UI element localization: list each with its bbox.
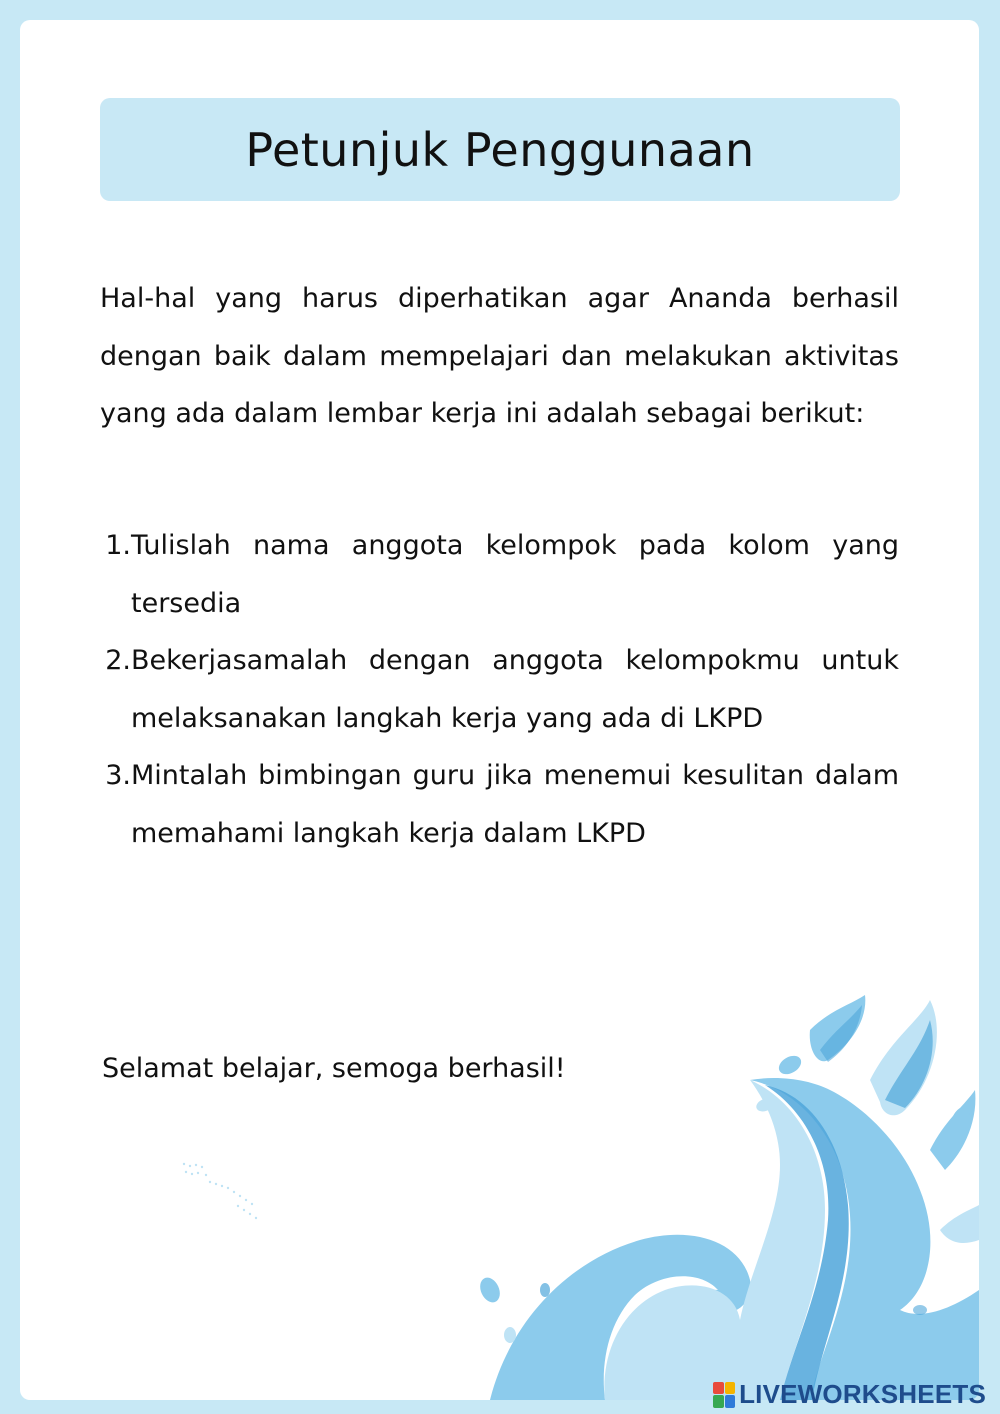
instruction-item (100, 517, 899, 632)
liveworksheets-logo-icon (713, 1382, 735, 1408)
instruction-number: 3. (105, 760, 131, 791)
dot-texture-decoration (180, 1160, 260, 1220)
instruction-text: Mintalah bimbingan guru jika menemui kesulitan dalam memahami langkah kerja dalam LKPD (131, 760, 899, 849)
instruction-text: Tulislah nama anggota kelompok pada kolom yang tersedia (131, 530, 899, 619)
intro-paragraph: Hal-hal yang harus diperhatikan agar Ananda berhasil dengan baik dalam mempelajari dan melakukan aktivitas yang ada dalam lembar kerja ini adalah sebagai berikut: (100, 283, 899, 429)
instruction-item (100, 632, 899, 747)
liveworksheets-watermark (713, 1379, 986, 1410)
instruction-item (100, 747, 899, 862)
instruction-number: 1. (105, 530, 131, 561)
worksheet-page (20, 20, 979, 1400)
instruction-number: 2. (105, 645, 131, 676)
instruction-list (100, 517, 899, 862)
water-splash-illustration (450, 990, 979, 1400)
instruction-text: Bekerjasamalah dengan anggota kelompokmu untuk melaksanakan langkah kerja yang ada di LKPD (131, 645, 899, 734)
title-banner (100, 98, 900, 201)
page-title: Petunjuk Penggunaan (245, 122, 755, 177)
watermark-text: LIVEWORKSHEETS (739, 1379, 986, 1409)
closing-message: Selamat belajar, semoga berhasil! (102, 1053, 566, 1084)
